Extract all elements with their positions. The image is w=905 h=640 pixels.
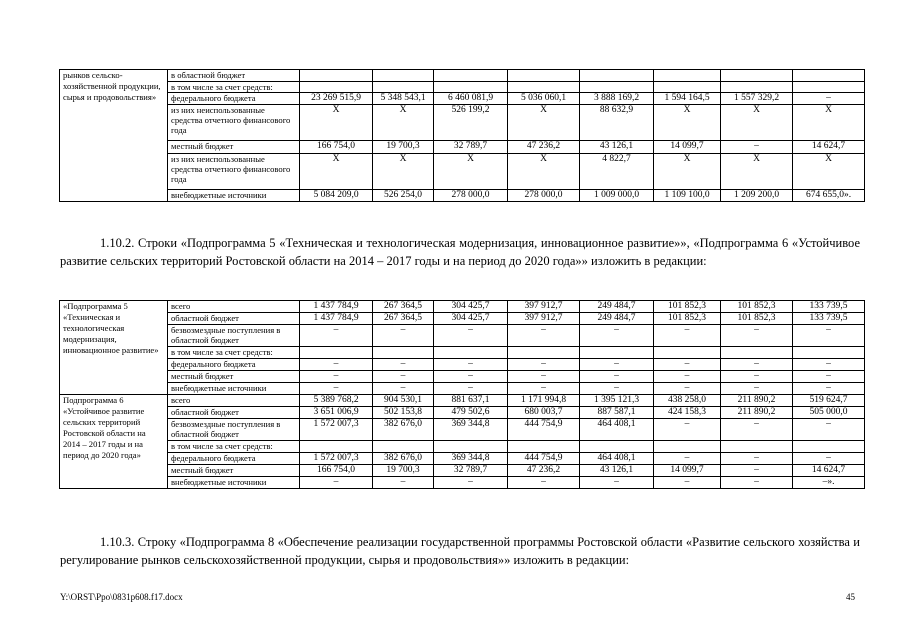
value-cell [508,82,580,93]
row-label: в том числе за счет средств: [168,347,300,359]
value-cell [721,441,793,453]
value-cell: 1 395 121,3 [580,395,654,407]
value-cell: – [654,371,721,383]
value-cell [580,347,654,359]
value-cell: – [654,453,721,465]
value-cell: 680 003,7 [508,407,580,419]
value-cell: 369 344,8 [434,419,508,441]
value-cell: – [721,359,793,371]
value-cell: – [721,371,793,383]
value-cell: 133 739,5 [793,301,865,313]
value-cell: 397 912,7 [508,313,580,325]
value-cell: 101 852,3 [654,301,721,313]
row-label: внебюджетные источники [168,477,300,489]
table-row [60,93,865,105]
table-row [60,407,865,419]
value-cell: – [300,359,373,371]
table-row [60,441,865,453]
value-cell [434,441,508,453]
row-label: местный бюджет [168,141,300,154]
value-cell: 101 852,3 [721,301,793,313]
value-cell: – [300,325,373,347]
value-cell: – [580,359,654,371]
value-cell: – [300,371,373,383]
value-cell: – [508,477,580,489]
row-label: областной бюджет [168,407,300,419]
value-cell [508,441,580,453]
value-cell: – [373,477,434,489]
table-row [60,383,865,395]
value-cell: X [793,105,865,141]
value-cell: – [654,477,721,489]
value-cell: 526 254,0 [373,190,434,202]
value-cell: X [373,105,434,141]
row-label: внебюджетные источники [168,190,300,202]
value-cell: X [508,154,580,190]
value-cell: – [793,383,865,395]
value-cell [793,347,865,359]
value-cell: 1 557 329,2 [721,93,793,105]
value-cell: 101 852,3 [654,313,721,325]
value-cell [300,441,373,453]
table-row [60,301,865,313]
value-cell: 3 651 006,9 [300,407,373,419]
value-cell: 19 700,3 [373,141,434,154]
value-cell: 267 364,5 [373,313,434,325]
value-cell: 88 632,9 [580,105,654,141]
value-cell: X [373,154,434,190]
value-cell: 249 484,7 [580,301,654,313]
value-cell [654,441,721,453]
value-cell: – [373,383,434,395]
value-cell: 278 000,0 [508,190,580,202]
value-cell: 464 408,1 [580,419,654,441]
value-cell: 1 572 007,3 [300,453,373,465]
table-row [60,419,865,441]
value-cell [508,70,580,82]
value-cell: 3 888 169,2 [580,93,654,105]
value-cell: 1 009 000,0 [580,190,654,202]
value-cell: – [721,141,793,154]
row-label: в том числе за счет средств: [168,441,300,453]
table-row [60,70,865,82]
footer-page-number: 45 [846,592,855,602]
value-cell: – [721,465,793,477]
value-cell: X [300,105,373,141]
value-cell: 438 258,0 [654,395,721,407]
value-cell [654,82,721,93]
value-cell [721,82,793,93]
table-row [60,190,865,202]
value-cell: 887 587,1 [580,407,654,419]
value-cell: 397 912,7 [508,301,580,313]
value-cell: – [793,325,865,347]
value-cell: 526 199,2 [434,105,508,141]
value-cell: 505 000,0 [793,407,865,419]
value-cell: – [373,371,434,383]
row-label: областной бюджет [168,313,300,325]
value-cell [580,82,654,93]
value-cell: 47 236,2 [508,141,580,154]
value-cell: X [721,154,793,190]
value-cell [654,347,721,359]
value-cell: 166 754,0 [300,465,373,477]
value-cell: – [721,477,793,489]
value-cell [373,82,434,93]
value-cell: 1 437 784,9 [300,313,373,325]
row-label: местный бюджет [168,465,300,477]
value-cell: – [793,371,865,383]
table-row [60,313,865,325]
row-label: из них неиспользованные средства отчетного финансового года [168,154,300,190]
value-cell: – [508,371,580,383]
value-cell: – [721,383,793,395]
row-label: федерального бюджета [168,359,300,371]
value-cell [300,70,373,82]
table-row [60,105,865,141]
value-cell: 1 437 784,9 [300,301,373,313]
value-cell: 133 739,5 [793,313,865,325]
value-cell: – [300,477,373,489]
row-label: федерального бюджета [168,453,300,465]
subprogram-name-cell: Подпрограмма 6 «Устойчивое развитие сельских территорий Ростовской области на 2014 – 2017 годы и на период до 2020 года» [60,395,168,489]
value-cell: 14 624,7 [793,141,865,154]
paragraph-1-10-3: 1.10.3. Строку «Подпрограмма 8 «Обеспечение реализации государственной программы Ростовской области «Развитие сельского хозяйства и регулирование рынков сельскохозяйственной продукции, сырья и продовольствия»» изложить в редакции: [60,535,860,567]
value-cell: – [508,325,580,347]
value-cell: 519 624,7 [793,395,865,407]
value-cell: – [654,325,721,347]
value-cell: X [654,154,721,190]
value-cell: – [721,453,793,465]
value-cell: 5 084 209,0 [300,190,373,202]
value-cell: 674 655,0». [793,190,865,202]
value-cell: – [793,453,865,465]
value-cell: – [580,383,654,395]
table-row [60,154,865,190]
value-cell: 14 099,7 [654,141,721,154]
value-cell: 5 348 543,1 [373,93,434,105]
row-label: всего [168,395,300,407]
value-cell: 6 460 081,9 [434,93,508,105]
value-cell: 444 754,9 [508,453,580,465]
value-cell: – [434,359,508,371]
value-cell: 278 000,0 [434,190,508,202]
value-cell: 1 209 200,0 [721,190,793,202]
value-cell [721,347,793,359]
value-cell: X [721,105,793,141]
value-cell: X [508,105,580,141]
value-cell: 267 364,5 [373,301,434,313]
value-cell: 32 789,7 [434,141,508,154]
table-row [60,325,865,347]
value-cell: 464 408,1 [580,453,654,465]
value-cell: – [721,325,793,347]
budget-table-1 [59,69,865,202]
value-cell: 444 754,9 [508,419,580,441]
value-cell: 1 109 100,0 [654,190,721,202]
value-cell: X [434,154,508,190]
footer-file-path: Y:\ORST\Ppo\0831p608.f17.docx [60,592,183,602]
row-label: всего [168,301,300,313]
value-cell: 14 099,7 [654,465,721,477]
value-cell: – [654,419,721,441]
value-cell: 5 389 768,2 [300,395,373,407]
value-cell: 382 676,0 [373,419,434,441]
value-cell: 369 344,8 [434,453,508,465]
row-label: в том числе за счет средств: [168,82,300,93]
value-cell: 211 890,2 [721,407,793,419]
program-name-cell: рынков сельско-хозяйственной продукции, сырья и продовольствия» [60,70,168,202]
table-row [60,395,865,407]
value-cell: – [654,383,721,395]
value-cell: 1 594 164,5 [654,93,721,105]
value-cell: – [434,477,508,489]
value-cell: 43 126,1 [580,465,654,477]
table-row [60,82,865,93]
row-label: безвозмездные поступления в областной бюджет [168,325,300,347]
table-row [60,347,865,359]
value-cell: – [721,419,793,441]
value-cell [434,70,508,82]
value-cell: 166 754,0 [300,141,373,154]
value-cell [793,441,865,453]
row-label: внебюджетные источники [168,383,300,395]
value-cell: X [300,154,373,190]
value-cell: 304 425,7 [434,313,508,325]
value-cell [721,70,793,82]
table-row [60,359,865,371]
value-cell: 4 822,7 [580,154,654,190]
budget-table-2 [59,300,865,489]
value-cell [434,82,508,93]
value-cell: – [580,371,654,383]
value-cell: 14 624,7 [793,465,865,477]
value-cell: X [654,105,721,141]
table-row [60,141,865,154]
value-cell [300,347,373,359]
value-cell: – [300,383,373,395]
table-row [60,465,865,477]
table-row [60,453,865,465]
value-cell: 43 126,1 [580,141,654,154]
value-cell: – [373,325,434,347]
value-cell [654,70,721,82]
value-cell: – [434,383,508,395]
value-cell: 382 676,0 [373,453,434,465]
value-cell: – [580,477,654,489]
value-cell [300,82,373,93]
value-cell: – [793,93,865,105]
value-cell: 19 700,3 [373,465,434,477]
value-cell: – [654,359,721,371]
value-cell: – [793,419,865,441]
value-cell [434,347,508,359]
value-cell: 1 572 007,3 [300,419,373,441]
value-cell: 502 153,8 [373,407,434,419]
value-cell: – [434,371,508,383]
value-cell: 32 789,7 [434,465,508,477]
value-cell: 881 637,1 [434,395,508,407]
value-cell: 211 890,2 [721,395,793,407]
value-cell [373,70,434,82]
value-cell [373,347,434,359]
value-cell [793,82,865,93]
value-cell: 1 171 994,8 [508,395,580,407]
paragraph-1-10-2: 1.10.2. Строки «Подпрограмма 5 «Техническая и технологическая модернизация, инновационное развитие»», «Подпрограмма 6 «Устойчивое развитие сельских территорий Ростовской области на 2014 – 2017 годы и на период до 2020 года»» изложить в редакции: [60,236,860,268]
table-row [60,477,865,489]
value-cell: 904 530,1 [373,395,434,407]
row-label: из них неиспользованные средства отчетного финансового года [168,105,300,141]
value-cell: – [508,383,580,395]
value-cell [508,347,580,359]
value-cell [793,70,865,82]
row-label: федерального бюджета [168,93,300,105]
row-label: в областной бюджет [168,70,300,82]
value-cell: – [373,359,434,371]
value-cell: 249 484,7 [580,313,654,325]
value-cell: 23 269 515,9 [300,93,373,105]
value-cell [373,441,434,453]
value-cell: 479 502,6 [434,407,508,419]
value-cell: 304 425,7 [434,301,508,313]
subprogram-name-cell: «Подпрограмма 5 «Техническая и технологическая модернизация, инновационное развитие» [60,301,168,395]
value-cell: – [508,359,580,371]
value-cell: 47 236,2 [508,465,580,477]
value-cell: – [434,325,508,347]
value-cell [580,70,654,82]
value-cell: –». [793,477,865,489]
value-cell: 424 158,3 [654,407,721,419]
value-cell: 5 036 060,1 [508,93,580,105]
value-cell: – [793,359,865,371]
value-cell: 101 852,3 [721,313,793,325]
row-label: безвозмездные поступления в областной бюджет [168,419,300,441]
value-cell [580,441,654,453]
table-row [60,371,865,383]
value-cell: – [580,325,654,347]
row-label: местный бюджет [168,371,300,383]
value-cell: X [793,154,865,190]
